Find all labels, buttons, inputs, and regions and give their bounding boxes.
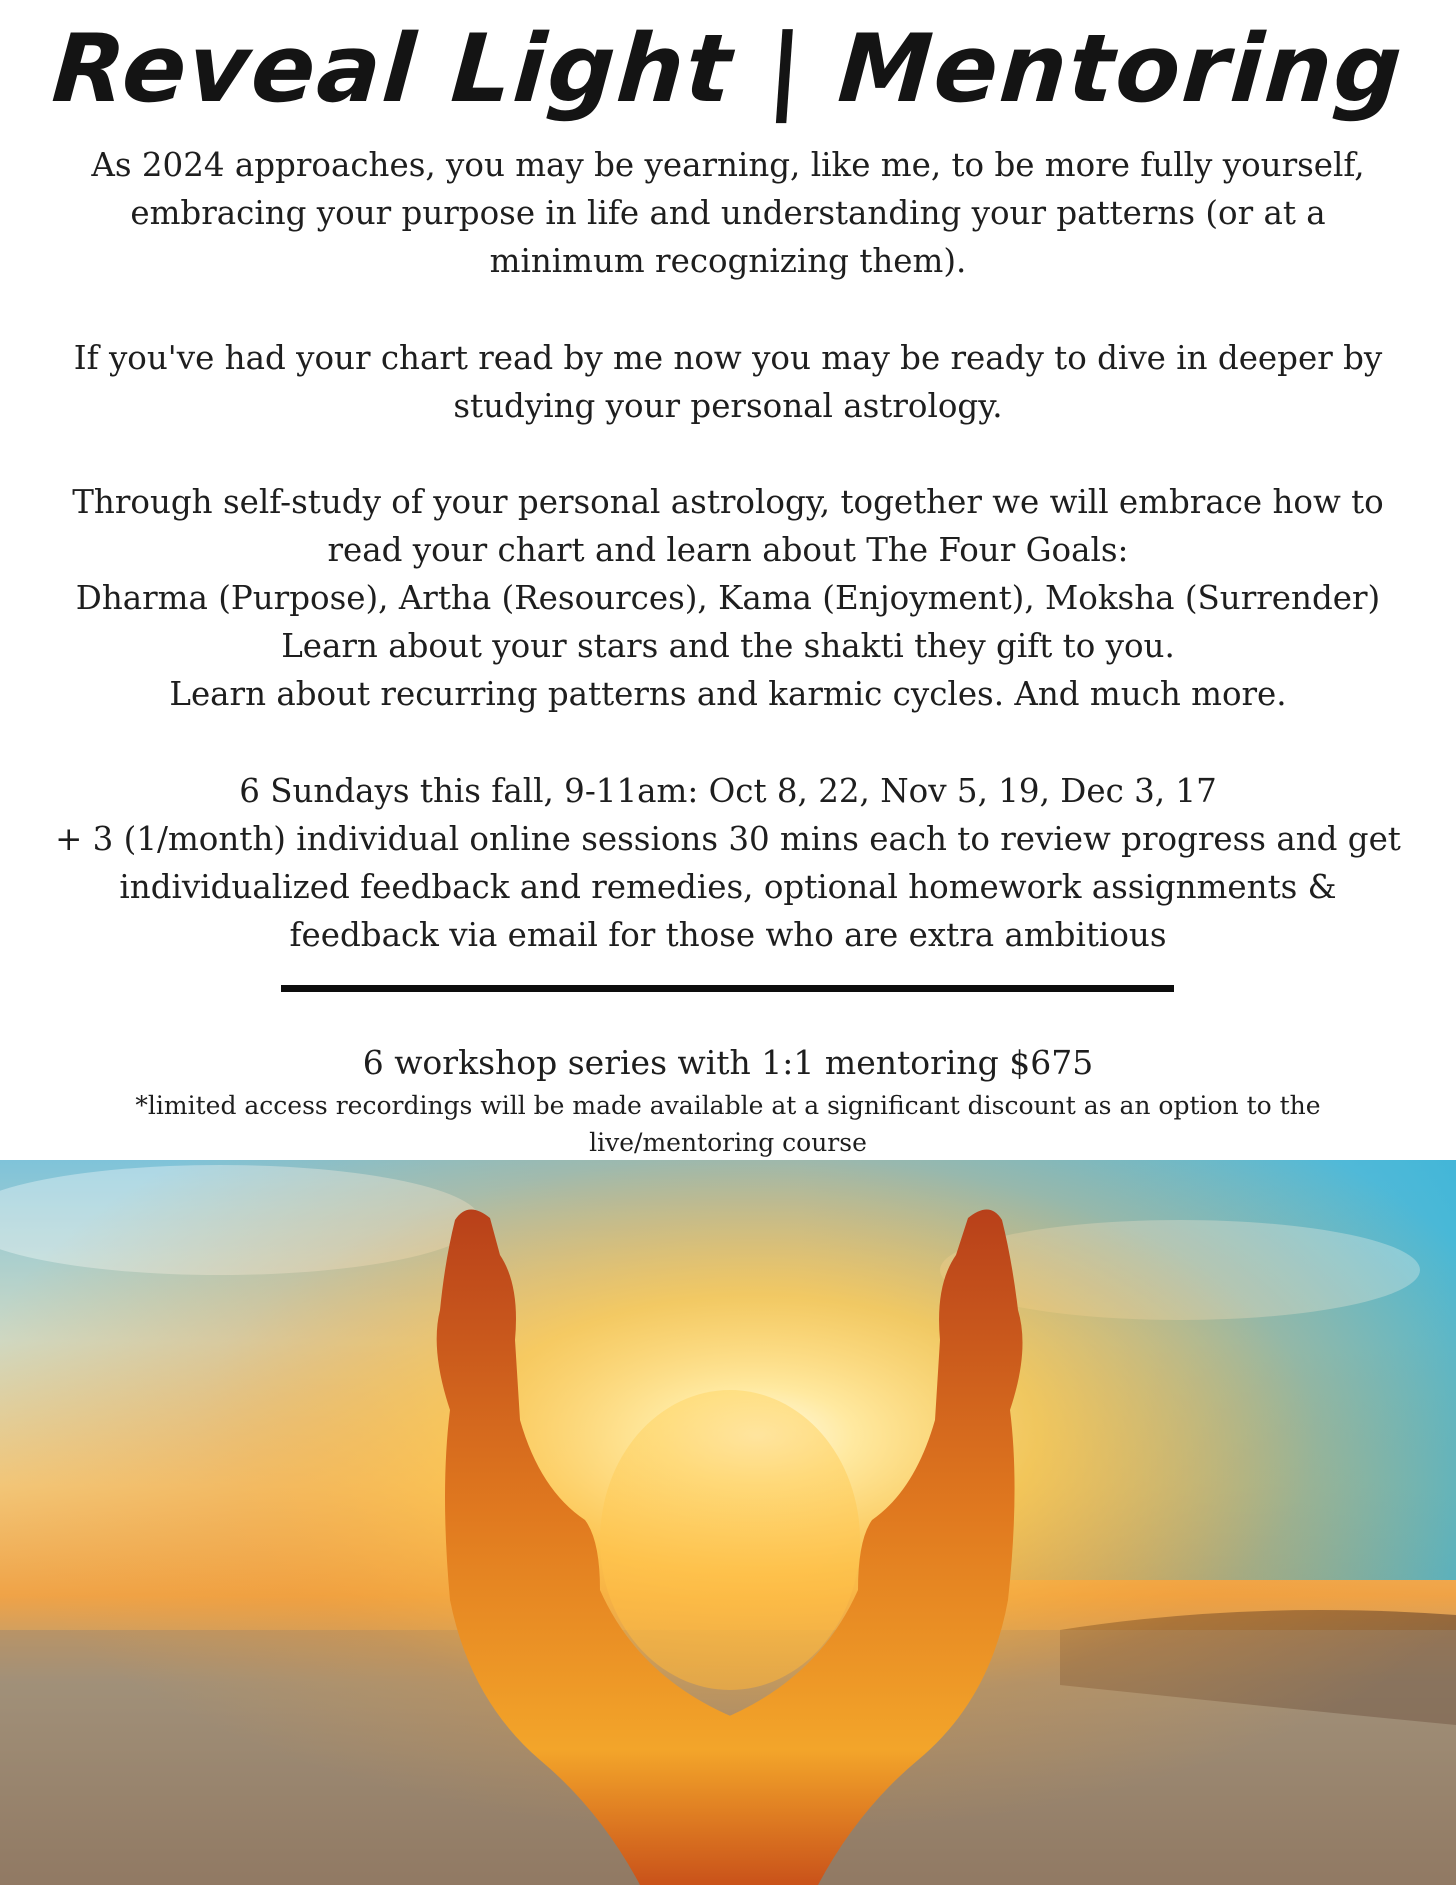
schedule-line: feedback via email for those who are extra ambitious [289,916,1167,954]
page-title: Reveal Light | Mentoring [49,15,1408,124]
chart-line: studying your personal astrology. [453,387,1003,425]
self-study-paragraph [30,478,1426,718]
study-line: Through self-study of your personal astrology, together we will embrace how to [72,483,1384,521]
cupped-hands-sunset-photo [0,1160,1456,1885]
recordings-note [40,1087,1416,1161]
schedule-line: + 3 (1/month) individual online sessions 30 mins each to review progress and get [55,820,1401,858]
sun-between-hands [600,1390,860,1690]
intro-line: embracing your purpose in life and understanding your patterns (or at a [130,194,1326,232]
chart-reading-paragraph [30,334,1426,430]
note-line: *limited access recordings will be made available at a significant discount as an option to the [135,1091,1321,1120]
intro-paragraph [30,141,1426,285]
four-goals-line: Dharma (Purpose), Artha (Resources), Kama (Enjoyment), Moksha (Surrender) [75,579,1381,617]
chart-line: If you've had your chart read by me now you may be ready to dive in deeper by [73,339,1383,377]
schedule-line: individualized feedback and remedies, optional homework assignments & [119,868,1337,906]
intro-line: minimum recognizing them). [489,242,967,280]
price-line: 6 workshop series with 1:1 mentoring $675 [362,1043,1094,1082]
study-line: Learn about your stars and the shakti they gift to you. [281,627,1175,665]
study-line: Learn about recurring patterns and karmic cycles. And much more. [169,675,1287,713]
sunset-illustration [0,1160,1456,1885]
study-line: read your chart and learn about The Four Goals: [327,531,1129,569]
schedule-paragraph [30,767,1426,959]
schedule-dates-line: 6 Sundays this fall, 9-11am: Oct 8, 22, Nov 5, 19, Dec 3, 17 [239,772,1217,810]
section-divider [281,985,1174,992]
note-line: live/mentoring course [589,1128,867,1157]
intro-line: As 2024 approaches, you may be yearning, like me, to be more fully yourself, [91,146,1365,184]
